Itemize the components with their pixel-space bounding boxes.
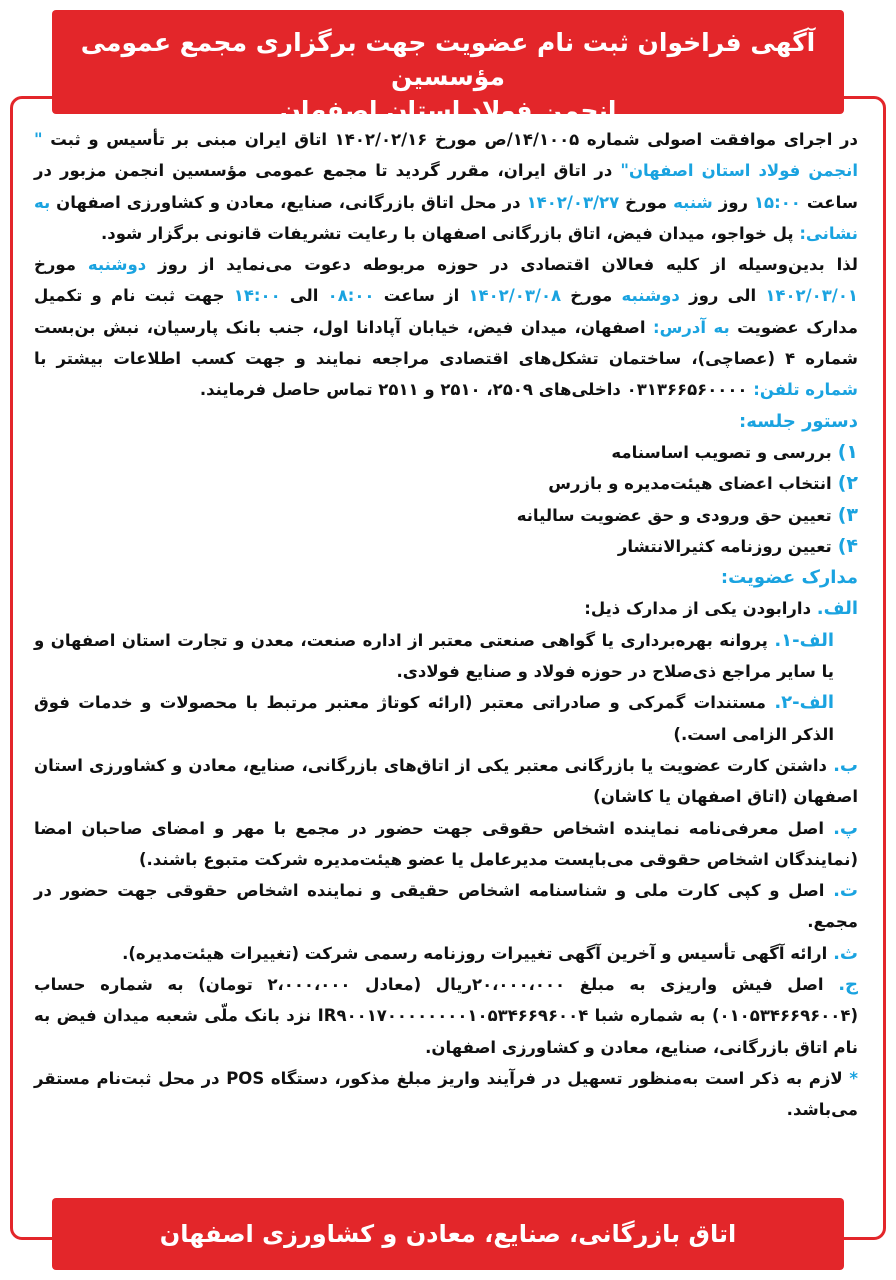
doc-item-alef-2: الف-۲. مستندات گمرکی و صادراتی معتبر (ارائه کوتاژ معتبر مرتبط با محصولات و خدمات فوق الذکر الزامی است.) bbox=[34, 692, 834, 744]
doc-item-te: ت. اصل و کپی کارت ملی و شناسنامه اشخاص حقیقی و نماینده اشخاص حقوقی جهت حضور در مجمع. bbox=[34, 880, 858, 932]
association-name: " انجمن فولاد استان اصفهان" bbox=[34, 130, 858, 181]
meeting-day: شنبه bbox=[673, 192, 713, 212]
agenda-item: ۴)تعیین روزنامه کثیرالانتشار bbox=[617, 534, 858, 557]
asterisk-icon: * bbox=[849, 1068, 858, 1088]
agenda-item: ۱)بررسی و تصویب اساسنامه bbox=[611, 440, 858, 463]
header-title: آگهی فراخوان ثبت نام عضویت جهت برگزاری مجمع عمومی مؤسسین bbox=[80, 28, 816, 91]
meeting-time: ۱۵:۰۰ bbox=[753, 192, 801, 212]
phone-number: ۰۳۱۳۶۶۵۶۰۰۰۰ bbox=[626, 380, 754, 400]
registration-end-day: دوشنبه bbox=[621, 286, 680, 306]
agenda-item: ۲)انتخاب اعضای هیئت‌مدیره و بازرس bbox=[548, 472, 858, 495]
registration-end-date: ۱۴۰۲/۰۳/۰۸ bbox=[468, 286, 562, 306]
doc-item-se: ث. ارائه آگهی تأسیس و آخرین آگهی تغییرات روزنامه رسمی شرکت (تغییرات هیئت‌مدیره). bbox=[122, 942, 858, 964]
registration-start-date: ۱۴۰۲/۰۳/۰۱ bbox=[765, 286, 858, 306]
footer-banner bbox=[52, 1198, 844, 1270]
doc-item-jim: ج. اصل فیش واریزی به مبلغ ۲۰،۰۰۰،۰۰۰ریال (معادل ۲،۰۰۰،۰۰۰ تومان) به شماره حساب (۰۱۰۵۳۴۶۶۹۶۰۰۴) به شماره شبا IR۹۰۰۱۷۰۰۰۰۰۰۰۰۱۰۵۳۴۶۶۹۶۰۰۴ نزد بانک ملّی شعبه میدان فیض به نام اتاق بازرگانی، صنایع، معادن و کشاورزی اصفهان. bbox=[34, 974, 859, 1057]
intro-paragraph-2: لذا بدین‌وسیله از کلیه فعالان اقتصادی در حوزه مربوطه دعوت می‌نماید از روز دوشنبه مورخ ۱۴۰۲/۰۳/۰۱ الی روز دوشنبه مورخ ۱۴۰۲/۰۳/۰۸ از ساعت ۰۸:۰۰ الی ۱۴:۰۰ جهت ثبت نام و تکمیل مدارک عضویت به آدرس: اصفهان، میدان فیض، خیابان آپادانا اول، جنب بانک پارسیان، نبش بن‌بست شماره ۴ (عصاچی)، ساختمان تشکل‌های اقتصادی مراجعه نمایند و جهت کسب اطلاعات بیشتر با شماره تلفن: ۰۳۱۳۶۶۵۶۰۰۰۰ داخلی‌های ۲۵۰۹، ۲۵۱۰ و ۲۵۱۱ تماس حاصل فرمایند. bbox=[34, 255, 858, 400]
doc-item-be: ب. داشتن کارت عضویت یا بازرگانی معتبر یکی از اتاق‌های بازرگانی، صنایع، معادن و کشاورزی استان اصفهان (اتاق اصفهان یا کاشان) bbox=[34, 754, 858, 807]
pos-footnote: * لازم به ذکر است به‌منظور تسهیل در فرآیند واریز مبلغ مذکور، دستگاه POS در محل ثبت‌نام مستقر می‌باشد. bbox=[34, 1068, 858, 1120]
meeting-address-label: به نشانی: bbox=[34, 192, 858, 243]
registration-address-label: به آدرس: bbox=[652, 317, 730, 337]
doc-item-alef-1: الف-۱. پروانه بهره‌برداری یا گواهی صنعتی معتبر از اداره صنعت، معدن و تجارت استان اصفهان و یا سایر مراجع ذی‌صلاح در حوزه فولاد و صنایع فولادی. bbox=[34, 629, 834, 682]
announcement-body bbox=[34, 124, 858, 1126]
header-subtitle: انجمن فولاد استان اصفهان bbox=[279, 96, 617, 125]
header-banner bbox=[52, 10, 844, 125]
phone-label: شماره تلفن: bbox=[753, 380, 858, 400]
registration-start-day: دوشنبه bbox=[87, 255, 147, 275]
footer-organization: اتاق بازرگانی، صنایع، معادن و کشاورزی اصفهان bbox=[159, 1220, 737, 1248]
registration-start-time: ۰۸:۰۰ bbox=[327, 286, 375, 306]
registration-end-time: ۱۴:۰۰ bbox=[233, 286, 281, 306]
agenda-item: ۳)تعیین حق ورودی و حق عضویت سالیانه bbox=[516, 503, 858, 526]
documents-heading: مدارک عضویت: bbox=[720, 567, 858, 589]
agenda-heading: دستور جلسه: bbox=[739, 410, 858, 432]
meeting-date: ۱۴۰۲/۰۳/۲۷ bbox=[526, 192, 620, 212]
doc-item-alef: الف. دارابودن یکی از مدارک ذیل: bbox=[584, 598, 858, 620]
intro-paragraph-1: در اجرای موافقت اصولی شماره ۱۴/۱۰۰۵/ص مورخ ۱۴۰۲/۰۲/۱۶ اتاق ایران مبنی بر تأسیس و ثبت " انجمن فولاد استان اصفهان" در اتاق ایران، مقرر گردید تا مجمع عمومی مؤسسین انجمن مزبور در ساعت ۱۵:۰۰ روز شنبه مورخ ۱۴۰۲/۰۳/۲۷ در محل اتاق بازرگانی، صنایع، معادن و کشاورزی اصفهان به نشانی: پل خواجو، میدان فیض، اتاق بازرگانی اصفهان با رعایت تشریفات قانونی برگزار شود. bbox=[34, 130, 858, 243]
doc-item-pe: پ. اصل معرفی‌نامه نماینده اشخاص حقوقی جهت حضور در مجمع با مهر و امضای صاحبان امضا (نمایندگان اشخاص حقوقی می‌بایست مدیرعامل یا عضو هیئت‌مدیره شرکت متبوع باشند.) bbox=[34, 817, 858, 869]
